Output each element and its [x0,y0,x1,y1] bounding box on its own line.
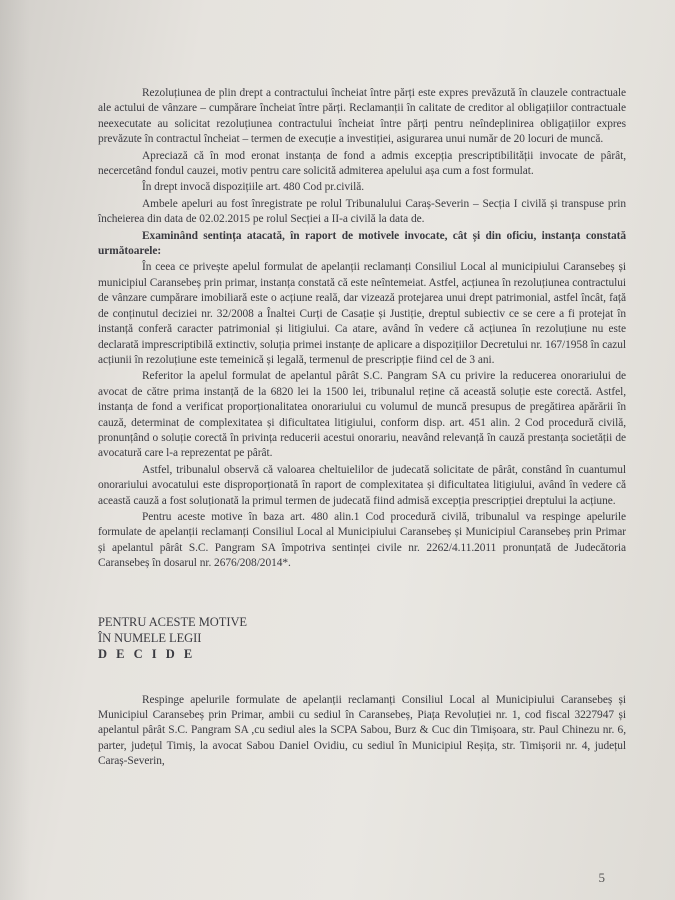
paragraph-apel-reclamanti: În ceea ce privește apelul formulat de apelanții reclamanți Consiliul Local al municipiului Caransebeș și municipiul Caransebeș prin primar, instanța constată că este neîntemeiat. Astfel, acțiunea în rezoluțiunea contractului de vânzare cumpărare imobiliară este o acțiune reală, dar vizează protejarea unui drept patrimonial, astfel încât, față de conținutul deciziei nr. 32/2008 a Înaltei Curți de Casație și Justiție, dreptul subiectiv ce se cere a fi protejat în instanță conferă caracter patrimonial și litigiului. Ca atare, având în vedere că acțiunea în rezoluțiune nu este declarată imprescriptibilă extinctiv, soluția primei instanțe de aplicare a dispozițiilor Decretului nr. 167/1958 în cazul acțiunii în rezoluțiune este temeinică și legală, termenul de prescripție fiind cel de 3 ani. [98,261,626,366]
paragraph-cheltuieli: Astfel, tribunalul observă că valoarea cheltuielilor de judecată solicitate de pârât, constând în cuantumul onorariului avocatului este disproporționată în raport de complexitatea și dificultatea litigiului, având în vedere că această cauză a fost soluționată la primul termen de judecată fiind admisă excepția prescripției dreptului la acțiune. [98,463,626,507]
document-body [98,86,626,771]
paragraph-rezolutiune: Rezoluțiunea de plin drept a contractului încheiat între părți este expres prevăzută în clauzele contractuale ale actului de vânzare – cumpărare încheiat între părți. Reclamanții în calitate de creditor al obligațiilor contractuale neexecutate au solicitat rezoluțiunea contractului încheiat între părți pentru neîndeplinirea obligațiilor expres prevăzute în contractul încheiat – termen de execuție a investiției, asigurarea unui număr de 20 locuri de muncă. [98,87,626,146]
paragraph-drept: În drept invocă dispozițiile art. 480 Cod pr.civilă. [142,181,364,194]
page-shadow [0,0,30,900]
heading-decide: D E C I D E [98,646,196,661]
paragraph-inregistrare: Ambele apeluri au fost înregistrate pe rolul Tribunalului Caraș-Severin – Secția I civilă și transpuse prin încheierea din data de 02.02.2015 pe rolul Secției a II-a civilă la data de. [98,197,626,226]
paragraph-respinge: Respinge apelurile formulate de apelanții reclamanți Consiliul Local al Municipiului Caransebeș și Municipiul Caransebeș prin Primar, ambii cu sediul în Caransebeș, Piața Revoluției nr. 1, cod fiscal 3227947 și apelantul pârât S.C. Pangram SA ,cu sediul ales la SCPA Sabou, Burz & Cuc din Timișoara, str. Paul Chinezu nr. 6, parter, județul Timiș, la avocat Sabou Daniel Ovidiu, cu sediul în Municipiul Reșița, str. Timișorii nr. 4, județul Caraș-Severin, [98,693,626,768]
paragraph-apreciaza: Apreciază că în mod eronat instanța de fond a admis excepția prescriptibilității invocate de pârât, necercetând fondul cauzei, motiv pentru care solicită admiterea apelului așa cum a fost formulat. [98,149,626,178]
heading-numele-legii: ÎN NUMELE LEGII [98,630,202,645]
heading-motive: PENTRU ACESTE MOTIVE [98,614,248,629]
paragraph-pentru-aceste-motive: Pentru aceste motive în baza art. 480 alin.1 Cod procedură civilă, tribunalul va respinge apelurile formulate de apelanții reclamanți Consiliul Local al Municipiului Caransebeș și Municipiul Caransebeș prin Primar și apelantul pârât S.C. Pangram SA împotriva sentinței civile nr. 2262/4.11.2011 pronunțată de Judecătoria Caransebeș în dosarul nr. 2676/208/2014*. [98,510,626,570]
paragraph-apel-parat: Referitor la apelul formulat de apelantul pârât S.C. Pangram SA cu privire la reducerea onorariului de avocat de către prima instanță de la 6820 lei la 1500 lei, tribunalul reține că această soluție este corectă. Astfel, instanța de fond a verificat proporționalitatea onorariului cu volumul de muncă presupus de pregătirea apărării în cauză, determinat de complexitatea și dificultatea litigiului, conform disp. art. 451 alin. 2 Cod procedură civilă, pronunțând o soluție corectă în privința reducerii acestui onorariu, neavând relevanță în cauză prestanța societății de avocatură care l-a reprezentat pe pârât. [98,370,626,460]
spacer [98,573,626,615]
paragraph-examinand: Examinând sentința atacată, în raport de motivele invocate, cât și din oficiu, instanța constată următoarele: [98,229,626,258]
page-number-mark: 5 [598,870,605,885]
spacer [98,663,626,693]
